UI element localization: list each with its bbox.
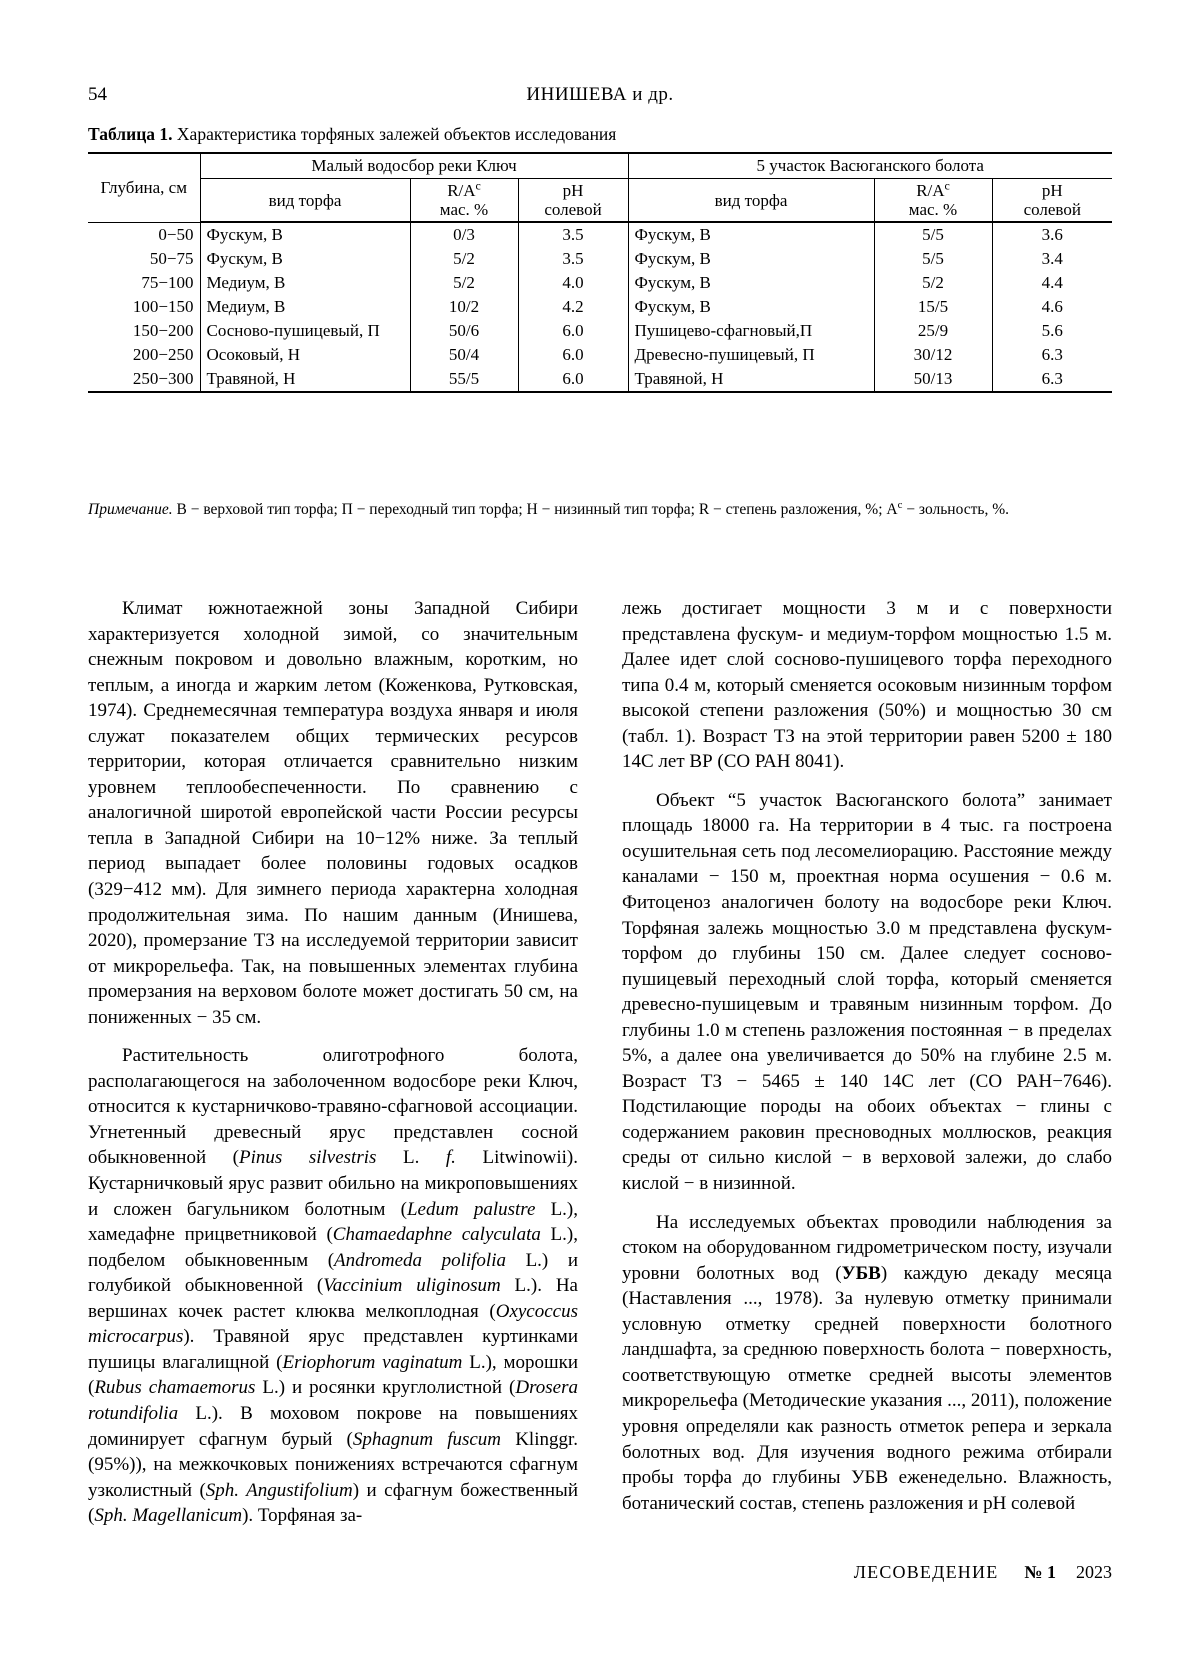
cell-ph-1: 6.0	[518, 319, 628, 343]
column-left	[88, 596, 578, 1529]
table-note-text-a: В − верховой тип торфа; П − переходный тип торфа; Н − низинный тип торфа; R − степень разложения, %; A	[172, 501, 898, 518]
cell-ratio-2: 5/5	[874, 247, 992, 271]
cell-type-2: Древесно-пушицевый, П	[628, 343, 874, 367]
table-stub-header: Глубина, см	[88, 153, 200, 222]
issue-number: № 1	[1024, 1562, 1056, 1582]
cell-type-2: Травяной, Н	[628, 367, 874, 392]
cell-ph-2: 5.6	[992, 319, 1112, 343]
table-note	[88, 500, 1112, 520]
cell-type-1: Осоковый, Н	[200, 343, 410, 367]
cell-ratio-1: 55/5	[410, 367, 518, 392]
table-row	[88, 222, 1112, 247]
cell-ph-2: 3.4	[992, 247, 1112, 271]
table-row	[88, 295, 1112, 319]
col-header-type-1: вид торфа	[200, 179, 410, 223]
table-header-row-sub	[88, 179, 1112, 223]
table-row	[88, 271, 1112, 295]
ratio-label-1: R/A	[447, 181, 476, 200]
ratio-sup-1: c	[475, 178, 481, 193]
paragraph-vegetation: Растительность олиготрофного болота, располагающегося на заболоченном водосборе реки Ключ, относится к кустарничково-травяно-сфагновой ассоциации. Угнетенный древесный ярус представлен сосной обыкновенной (Pinus silvestris L. f. Litwinowii). Кустарничковый ярус развит обильно на микроповышениях и сложен багульником болотным (Ledum palustre L.), хамедафне прицветниковой (Chamaedaphne calyculata L.), подбелом обыкновенным (Andromeda polifolia L.) и голубикой обыкновенной (Vaccinium uliginosum L.). На вершинах кочек растет клюква мелкоплодная (Oxycoccus microcarpus). Травяной ярус представлен куртинками пушицы влагалищной (Eriophorum vaginatum L.), морошки (Rubus chamaemorus L.) и росянки круглолистной (Drosera rotundifolia L.). В моховом покрове на повышениях доминирует сфагнум бурый (Sphagnum fuscum Klinggr. (95%)), на межкочковых понижениях встречаются сфагнум узколистный (Sph. Angustifolium) и сфагнум божественный (Sph. Magellanicum). Торфяная за-	[88, 1045, 579, 1527]
col-header-ratio-1	[410, 179, 518, 223]
cell-ph-2: 4.6	[992, 295, 1112, 319]
cell-depth: 50−75	[149, 249, 194, 269]
table-header-row-groups	[88, 153, 1112, 179]
ph-label-2: pH	[1041, 181, 1063, 200]
paragraph-deposit-continued: лежь достигает мощности 3 м и с поверхности представлена фускум- и медиум-торфом мощностью 1.5 м. Далее идет слой сосново-пушицевого торфа переходного типа 0.4 м, который сменяется осоковым низинным торфом высокой степени разложения (50%) и мощностью 30 см (табл. 1). Возраст ТЗ на этой территории равен 5200 ± 180 14С лет ВР (СО РАН 8041).	[622, 598, 1112, 773]
cell-type-2: Фускум, В	[628, 271, 874, 295]
paragraph-site-5: Объект “5 участок Васюганского болота” занимает площадь 18000 га. На территории в 4 тыс. га построена осушительная сеть под лесомелиорацию. Расстояние между каналами − 150 м, проектная норма осушения − 0.6 м. Фитоценоз аналогичен болоту на водосборе реки Ключ. Торфяная залежь мощностью 3.0 м представлена фускум-торфом до глубины 150 см. Далее следует сосново-пушицевый переходный слой торфа, который сменяется древесно-пушицевым и травяным низинным торфом. До глубины 1.0 м степень разложения постоянная − в пределах 5%, а далее она увеличивается до 50% на глубине 2.5 м. Возраст ТЗ − 5465 ± 140 14С лет (СО РАН−7646). Подстилающие породы на обоих объектах − глины с содержанием раковин пресноводных моллюсков, реакция среды от сильно кислой − в верховой залежи, до слабо кислой − в низинной.	[622, 789, 1112, 1195]
cell-ratio-2: 30/12	[874, 343, 992, 367]
cell-ratio-2: 15/5	[874, 295, 992, 319]
paragraph-observations: На исследуемых объектах проводили наблюдения за стоком на оборудованном гидрометрическом посту, изучали уровни болотных вод (УБВ) каждую декаду месяца (Наставления ..., 1978). За нулевую отметку принимали условную отметку средней поверхности болотного ландшафта, за среднюю поверхность болота − поверхность, соответствующую отметке средней высоты элементов микрорельефа (Методические указания ..., 2011), положение уровня определяли как разность отметок репера и зеркала болотных вод. Для изучения водного режима отбирали пробы торфа до глубины УБВ еженедельно. Влажность, ботанический состав, степень разложения и рН солевой	[622, 1211, 1112, 1514]
cell-ratio-1: 50/4	[410, 343, 518, 367]
table-note-label: Примечание.	[88, 501, 173, 518]
cell-depth: 250−300	[88, 367, 200, 392]
cell-ratio-1: 10/2	[410, 295, 518, 319]
running-head	[88, 84, 1112, 108]
cell-type-1: Травяной, Н	[200, 367, 410, 392]
cell-type-1: Медиум, В	[200, 271, 410, 295]
cell-ratio-1: 5/2	[410, 271, 518, 295]
cell-ratio-1: 50/6	[410, 319, 518, 343]
col-header-ph-2	[992, 179, 1112, 223]
page-footer	[88, 1562, 1112, 1583]
col-header-type-2: вид торфа	[628, 179, 874, 223]
cell-ratio-2: 5/5	[874, 222, 992, 247]
cell-ph-2: 6.3	[992, 343, 1112, 367]
table-note-sup: c	[897, 498, 903, 511]
table-row	[88, 343, 1112, 367]
cell-ph-1: 4.2	[518, 295, 628, 319]
cell-type-2: Пушицево-сфагновый,П	[628, 319, 874, 343]
ratio-label-2: R/A	[916, 181, 945, 200]
cell-type-2: Фускум, В	[628, 247, 874, 271]
ph-label-1: pH	[562, 181, 584, 200]
cell-depth: 200−250	[132, 345, 194, 365]
running-head-authors: ИНИШЕВА и др.	[526, 84, 674, 105]
cell-ratio-2: 50/13	[874, 367, 992, 392]
table-row	[88, 247, 1112, 271]
cell-ph-1: 3.5	[518, 247, 628, 271]
cell-ratio-2: 25/9	[874, 319, 992, 343]
paragraph-climate: Климат южнотаежной зоны Западной Сибири характеризуется холодной зимой, со значительным снежным покровом и довольно влажным, коротким, но теплым, а иногда и жарким летом (Коженкова, Рутковская, 1974). Среднемесячная температура воздуха января и июля служат показателем общих термических ресурсов территории, которая отличается сравнительно низким уровнем теплообеспеченности. По сравнению с аналогичной широтой европейской части России ресурсы тепла в Западной Сибири на 10−12% ниже. За теплый период выпадает более половины годовых осадков (329−412 мм). Для зимнего периода характерна холодная продолжительная зима. По нашим данным (Инишева, 2020), промерзание ТЗ на исследуемой территории зависит от микрорельефа. Так, на повышенных элементах глубина промерзания на верховом болоте может достигать 50 см, на пониженных − 35 см.	[88, 598, 578, 1028]
page-number: 54	[88, 84, 107, 105]
cell-type-1: Фускум, В	[200, 247, 410, 271]
column-right	[622, 596, 1112, 1516]
cell-depth: 0−50	[158, 224, 194, 244]
table-1	[88, 152, 1112, 393]
cell-ph-2: 6.3	[992, 367, 1112, 392]
table-row	[88, 367, 1112, 392]
table-caption	[88, 124, 1112, 145]
ratio-unit-2: мас. %	[908, 200, 958, 220]
cell-depth: 100−150	[132, 297, 194, 317]
cell-type-1: Фускум, В	[200, 222, 410, 247]
journal-name: ЛЕСОВЕДЕНИЕ	[853, 1562, 999, 1582]
cell-depth: 75−100	[141, 273, 194, 293]
cell-ph-1: 6.0	[518, 367, 628, 392]
table-group-header-1: Малый водосбор реки Ключ	[200, 153, 628, 179]
cell-ratio-2: 5/2	[874, 271, 992, 295]
cell-ph-1: 3.5	[518, 222, 628, 247]
cell-ph-2: 4.4	[992, 271, 1112, 295]
ratio-unit-1: мас. %	[439, 200, 489, 220]
cell-ratio-1: 5/2	[410, 247, 518, 271]
cell-ph-1: 4.0	[518, 271, 628, 295]
col-header-ratio-2	[874, 179, 992, 223]
cell-ratio-1: 0/3	[410, 222, 518, 247]
table-caption-label: Таблица 1.	[88, 124, 173, 144]
cell-ph-1: 6.0	[518, 343, 628, 367]
cell-type-1: Медиум, В	[200, 295, 410, 319]
cell-depth: 150−200	[132, 321, 194, 341]
table-row	[88, 319, 1112, 343]
cell-ph-2: 3.6	[992, 222, 1112, 247]
table-note-text-b: − зольность, %.	[902, 501, 1009, 518]
page	[88, 0, 1112, 1669]
year: 2023	[1076, 1562, 1112, 1582]
cell-type-1: Сосново-пушицевый, П	[200, 319, 410, 343]
ratio-sup-2: c	[944, 178, 950, 193]
table-caption-text: Характеристика торфяных залежей объектов исследования	[176, 124, 617, 144]
cell-type-2: Фускум, В	[628, 295, 874, 319]
ph-sub-1: солевой	[544, 200, 602, 220]
col-header-ph-1	[518, 179, 628, 223]
table-group-header-2: 5 участок Васюганского болота	[628, 153, 1112, 179]
ph-sub-2: солевой	[1023, 200, 1081, 220]
cell-type-2: Фускум, В	[628, 222, 874, 247]
